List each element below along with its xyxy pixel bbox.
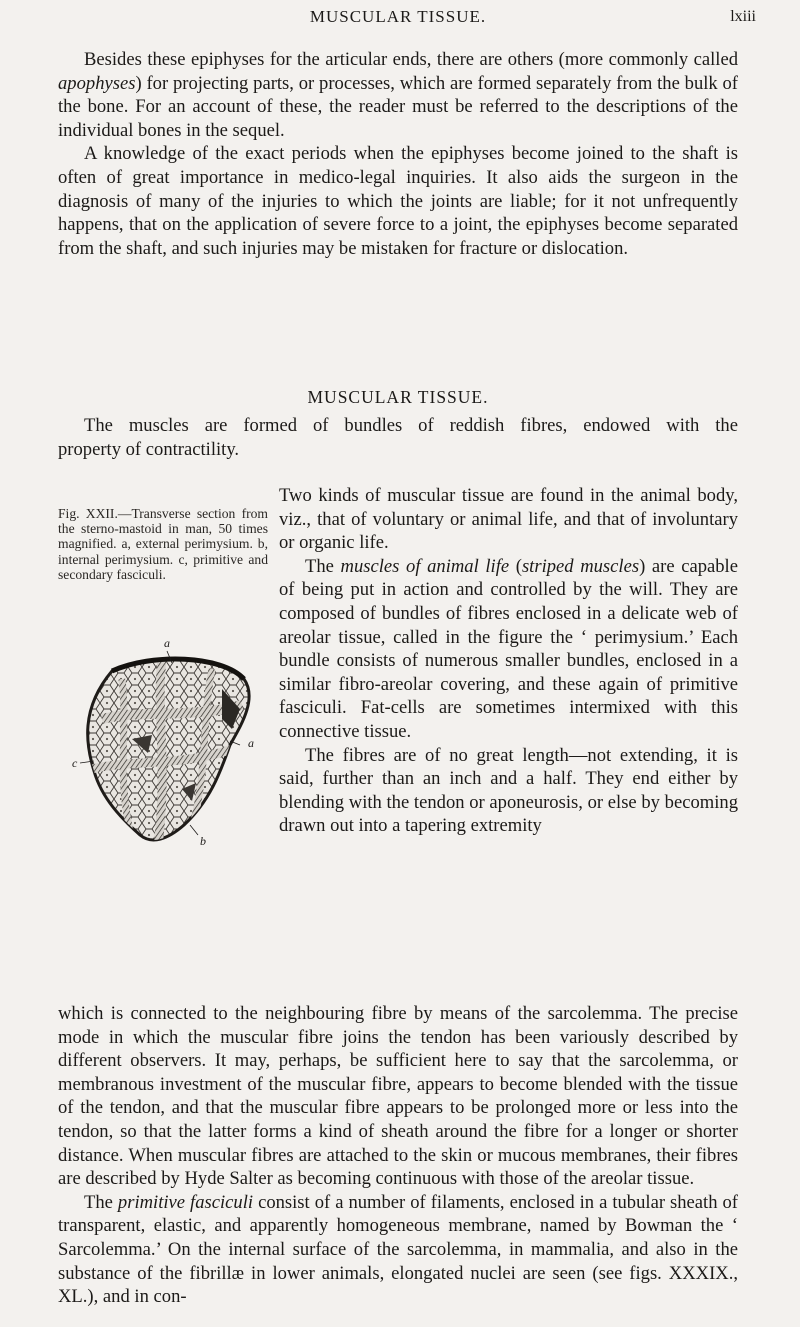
label-a-side: a [248,736,254,750]
label-c: c [72,756,78,770]
label-b: b [200,834,206,848]
figure-caption: Fig. XXII.—Transverse section from the sterno-mastoid in man, 50 times magnified. a, external perimysium. b, internal perimysium. c, primitive and secondary fasciculi. [58,506,268,582]
intro-text [58,414,738,461]
page-number: lxiii [730,8,756,25]
figure-xxii [58,506,268,848]
label-a: a [164,636,170,650]
bottom-text [58,1002,738,1309]
section-heading: MUSCULAR TISSUE. [307,387,489,407]
paragraph-sarcolemma-tendon: which is connected to the neighbouring fibre by means of the sarcolemma. The precise mode in which the muscular fibre joins the tendon has been variously described by different observers. It may, perhaps, be sufficient here to say that the sarcolemma, or membranous investment of the muscular fibre, appears to become blended with the tissue of the tendon, and that the muscular fibre appears to be prolonged more or less into the tendon, so that the latter forms a kind of sheath around the fibre for a longer or shorter distance. When muscular fibres are attached to the skin or mucous membranes, their fibres are described by Hyde Salter as becoming continuous with those of the areolar tissue. [58,1003,738,1190]
paragraph-medico-legal: A knowledge of the exact periods when the epiphyses become joined to the shaft is often of great importance in medico-legal inquiries. It also aids the surgeon in the diagnosis of many of the injuries to which the joints are liable; for it not unfrequently happens, that on the application of severe force to a joint, the epiphyses become separated from the shaft, and such injuries may be mistaken for fracture or dislocation. [58,143,738,259]
intro-line-2: property of contractility. [58,438,240,460]
epiphyses-text [58,48,738,260]
running-head: MUSCULAR TISSUE. [309,7,487,26]
side-paragraph-length: The fibres are of no great length—not extending, it is said, further than an inch and a half. They end either by blending with the tendon or aponeurosis, or else by becoming drawn out into a tapering extremity [279,744,738,837]
paragraph-primitive-fasciculi: The primitive fasciculi consist of a number of filaments, enclosed in a tubular sheath of transparent, elastic, and apparently homogeneous membrane, named by Bowman the ‘ Sarcolemma.’ On the internal surface of the sarcolemma, in mammalia, and also in the substance of the fibrillæ in lower animals, elongated nuclei are seen (see figs. XXXIX., XL.), and in con- [58,1191,739,1308]
side-paragraph-kinds: Two kinds of muscular tissue are found in the animal body, viz., that of voluntary or animal life, and that of involuntary or organic life. [279,485,738,554]
intro-line-1: The muscles are formed of bundles of reddish fibres, endowed with the [84,415,738,436]
muscle-section-illustration [72,636,262,849]
muscle-bundle [88,659,249,845]
side-paragraph-striped: The muscles of animal life (striped muscles) are capable of being put in action and controlled by the will. They are composed of bundles of fibres enclosed in a delicate web of areolar tissue, called in the figure the ‘ perimysium.’ Each bundle consists of numerous smaller bundles, enclosed in a similar fibro-areolar covering, and these again of primitive fasciculi. Fat-cells are sometimes intermixed with this connective tissue. [279,555,738,742]
side-text [279,484,738,838]
paragraph-apophyses: Besides these epiphyses for the articular ends, there are others (more commonly called apophyses) for projecting parts, or processes, which are formed separately from the bulk of the bone. For an account of these, the reader must be referred to the descriptions of the individual bones in the sequel. [58,49,738,141]
